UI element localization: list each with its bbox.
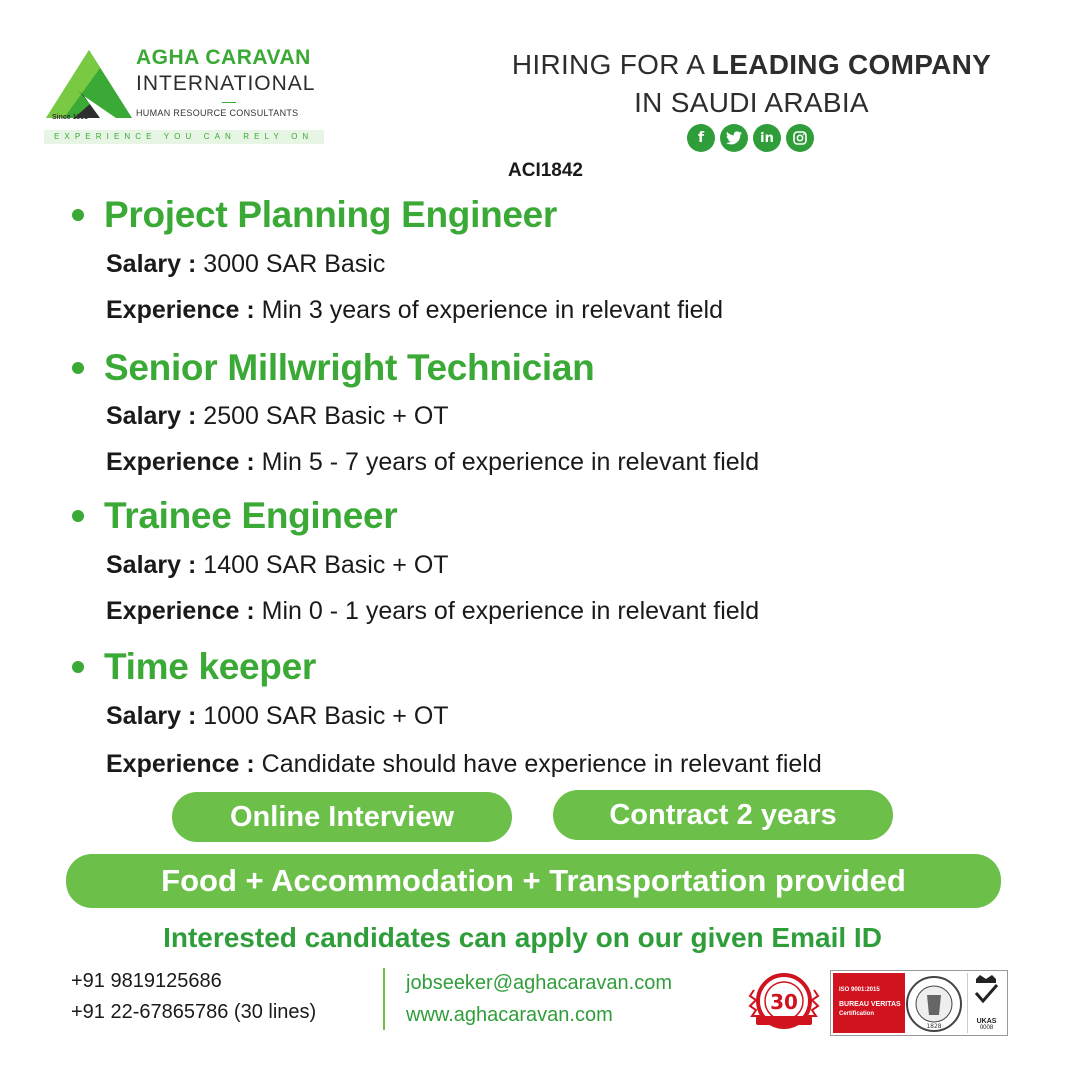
facilities-badge: Food + Accommodation + Transportation provided xyxy=(66,854,1001,908)
salary-value: 3000 SAR Basic xyxy=(196,250,386,278)
job-title-text: Senior Millwright Technician xyxy=(104,347,595,388)
experience-label: Experience : xyxy=(106,597,255,625)
hiring-location: IN SAUDI ARABIA xyxy=(634,87,869,118)
brand-descriptor: HUMAN RESOURCE CONSULTANTS xyxy=(136,108,299,118)
job-listing xyxy=(68,194,1008,324)
email-link[interactable]: jobseeker@aghacaravan.com xyxy=(406,972,673,994)
ukas-crown-check-icon xyxy=(968,973,1004,1013)
bullet-icon xyxy=(72,661,84,673)
since-year: Since 1993 xyxy=(52,114,89,121)
ukas-number: 0008 xyxy=(979,1025,994,1031)
job-title xyxy=(68,347,1008,389)
bullet-icon xyxy=(72,209,84,221)
job-listing xyxy=(68,495,1008,625)
brand-divider xyxy=(222,102,236,103)
job-experience xyxy=(106,448,759,477)
facebook-icon[interactable]: f xyxy=(687,124,715,152)
job-listing xyxy=(68,646,1008,778)
hiring-emphasis: LEADING COMPANY xyxy=(711,49,992,80)
job-title xyxy=(68,646,1008,688)
brand-subname: INTERNATIONAL xyxy=(136,72,316,95)
phone-number-mobile[interactable]: +91 9819125686 xyxy=(71,970,222,992)
social-links xyxy=(687,124,814,152)
website-link[interactable]: www.aghacaravan.com xyxy=(406,1004,613,1026)
online-interview-badge: Online Interview xyxy=(172,792,512,842)
instagram-icon[interactable] xyxy=(786,124,814,152)
job-experience xyxy=(106,750,822,779)
job-reference-code: ACI1842 xyxy=(508,160,583,181)
twitter-icon[interactable] xyxy=(720,124,748,152)
experience-label: Experience : xyxy=(106,750,255,778)
job-title xyxy=(68,194,1008,236)
job-title-text: Project Planning Engineer xyxy=(104,194,558,235)
bv-cert: Certification xyxy=(839,1011,875,1017)
job-salary xyxy=(106,702,449,731)
experience-label: Experience : xyxy=(106,296,255,324)
bv-name: BUREAU VERITAS xyxy=(839,1001,901,1008)
salary-value: 1000 SAR Basic + OT xyxy=(196,702,449,730)
phone-number-landline[interactable]: +91 22-67865786 (30 lines) xyxy=(71,1001,317,1023)
brand-name: AGHA CARAVAN xyxy=(136,46,311,69)
salary-label: Salary : xyxy=(106,702,197,730)
job-salary xyxy=(106,402,449,431)
company-logo xyxy=(44,44,329,146)
hiring-prefix: HIRING FOR A xyxy=(511,49,712,80)
experience-value: Min 3 years of experience in relevant field xyxy=(254,296,723,324)
contract-badge: Contract 2 years xyxy=(553,790,893,840)
bv-year: 1828 xyxy=(926,1023,942,1030)
bureau-veritas-certification xyxy=(830,970,1008,1036)
job-experience xyxy=(106,296,723,325)
apply-call-to-action: Interested candidates can apply on our given Email ID xyxy=(163,922,882,953)
salary-value: 2500 SAR Basic + OT xyxy=(196,402,449,430)
experience-value: Min 0 - 1 years of experience in relevant field xyxy=(254,597,760,625)
ukas-label: UKAS xyxy=(976,1018,997,1025)
job-title xyxy=(68,495,1008,537)
salary-value: 1400 SAR Basic + OT xyxy=(196,551,449,579)
job-salary xyxy=(106,250,385,279)
linkedin-icon[interactable]: in xyxy=(753,124,781,152)
experience-label: Experience : xyxy=(106,448,255,476)
30-years-badge-icon xyxy=(748,970,820,1032)
job-experience xyxy=(106,597,759,626)
salary-label: Salary : xyxy=(106,250,197,278)
salary-label: Salary : xyxy=(106,551,197,579)
job-salary xyxy=(106,551,449,580)
job-title-text: Time keeper xyxy=(104,646,316,687)
job-listing xyxy=(68,347,1008,476)
footer-divider xyxy=(383,968,385,1030)
bullet-icon xyxy=(72,510,84,522)
badge-number: 30 xyxy=(770,990,798,1014)
bv-red-panel xyxy=(833,973,905,1033)
hiring-heading xyxy=(450,46,1053,122)
ukas-mark xyxy=(967,973,1005,1033)
brand-tagline: EXPERIENCE YOU CAN RELY ON xyxy=(44,130,324,144)
experience-value: Min 5 - 7 years of experience in relevant field xyxy=(254,448,760,476)
experience-value: Candidate should have experience in relevant field xyxy=(254,750,822,778)
bv-iso: ISO 9001:2015 xyxy=(839,987,880,993)
bv-seal-icon xyxy=(905,975,963,1033)
job-title-text: Trainee Engineer xyxy=(104,495,398,536)
salary-label: Salary : xyxy=(106,402,197,430)
bullet-icon xyxy=(72,362,84,374)
